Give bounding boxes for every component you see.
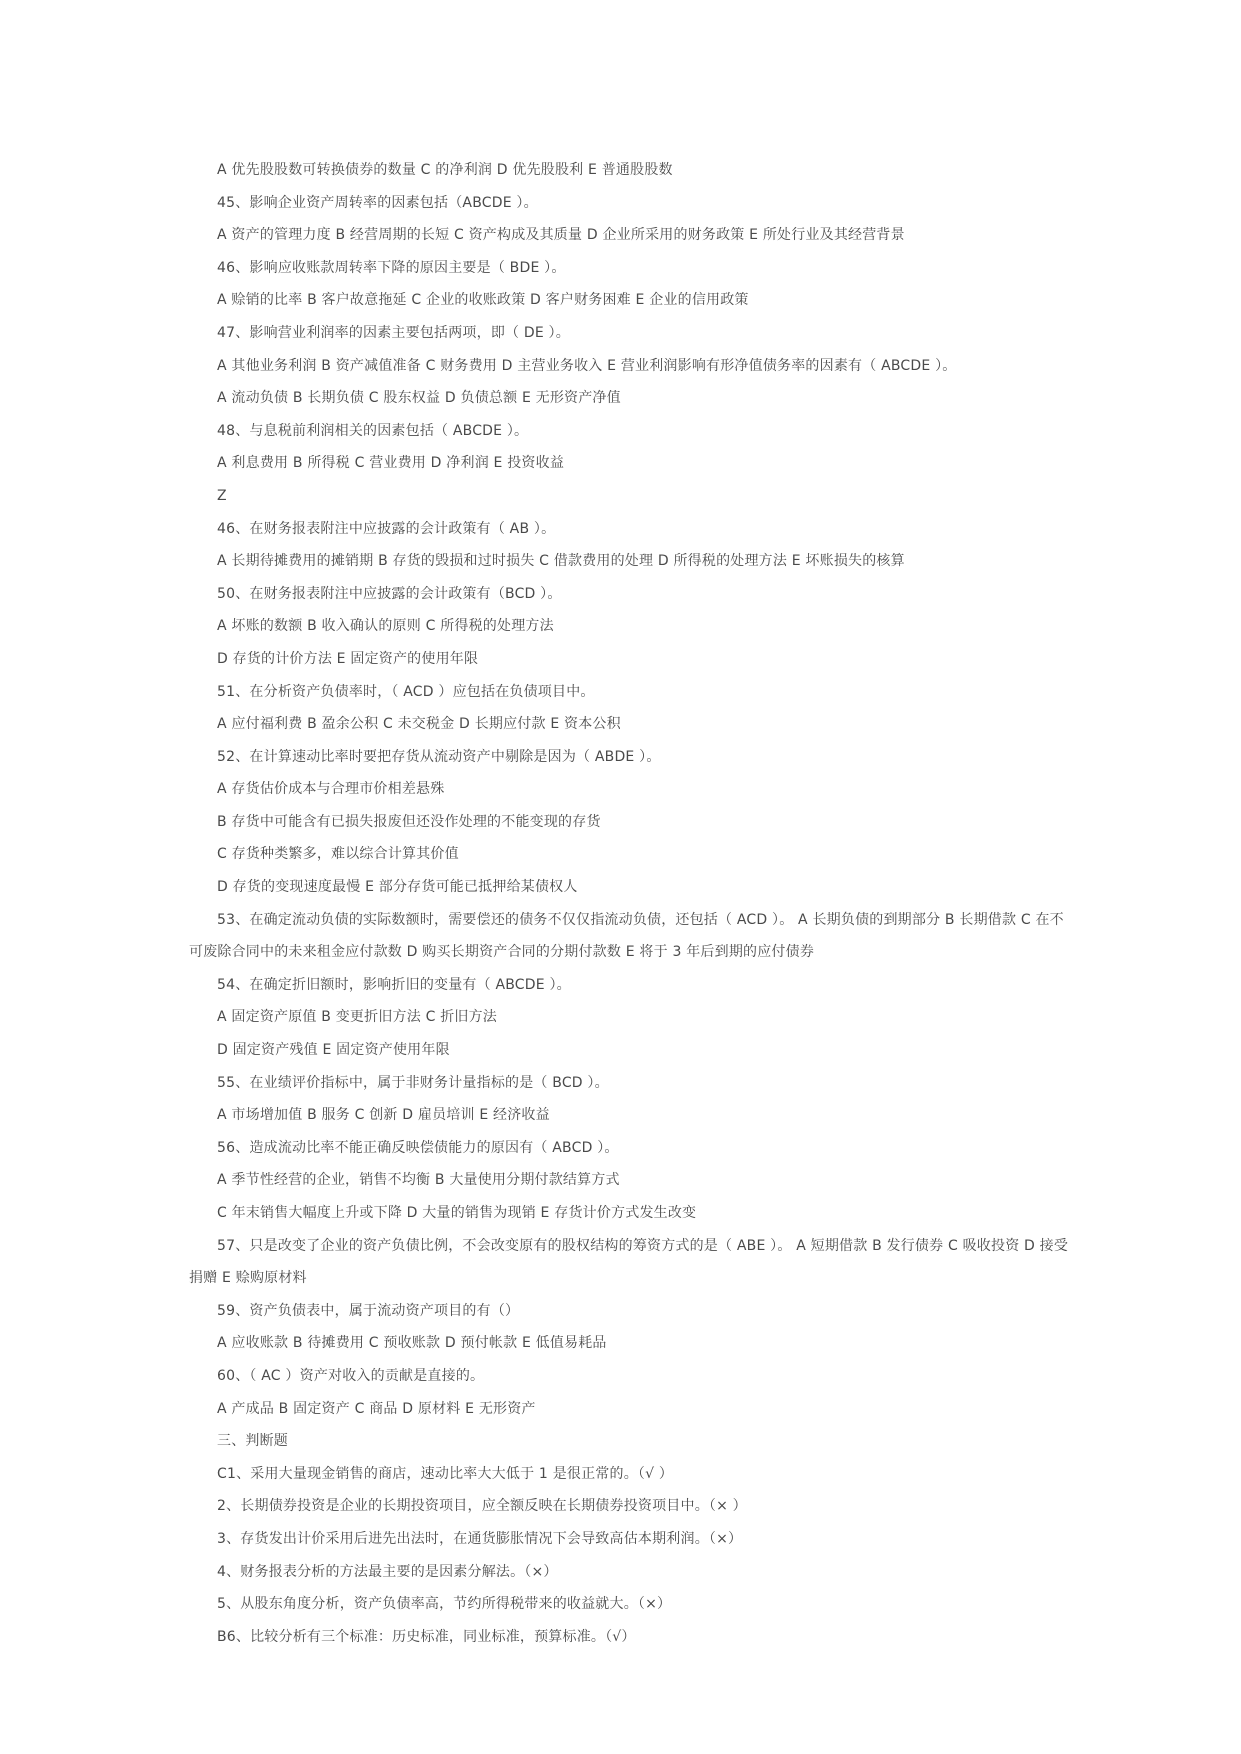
question-52: 52、在计算速动比率时要把存货从流动资产中剔除是因为（ ABDE ）。 <box>217 748 661 765</box>
judgment-2: 2、长期债券投资是企业的长期投资项目，应全额反映在长期债券投资项目中。（× ） <box>217 1498 747 1515</box>
options-46: A 赊销的比率 B 客户故意拖延 C 企业的收账政策 D 客户财务困难 E 企业的信用政策 <box>217 292 749 309</box>
options-46b: A 长期待摊费用的摊销期 B 存货的毁损和过时损失 C 借款费用的处理 D 所得税的处理方法 E 坏账损失的核算 <box>217 553 905 570</box>
judgment-5: 5、从股东角度分析，资产负债率高，节约所得税带来的收益就大。（×） <box>217 1596 672 1613</box>
options-54a: A 固定资产原值 B 变更折旧方法 C 折旧方法 <box>217 1009 498 1026</box>
question-45: 45、影响企业资产周转率的因素包括（ABCDE ）。 <box>217 194 538 211</box>
question-51: 51、在分析资产负债率时，（ ACD ）应包括在负债项目中。 <box>217 683 595 700</box>
question-46b: 46、在财务报表附注中应披露的会计政策有（ AB ）。 <box>217 520 556 537</box>
text-line: A 优先股股数可转换债券的数量 C 的净利润 D 优先股股利 E 普通股股数 <box>217 162 673 178</box>
question-59: 59、资产负债表中，属于流动资产项目的有（） <box>217 1302 520 1319</box>
question-57: 57、只是改变了企业的资产负债比例，不会改变原有的股权结构的筹资方式的是（ ABE ）。 A 短期借款 B 发行债券 C 吸收投资 D 接受捐赠 E 赊购原材料 <box>189 1237 1069 1287</box>
options-55: A 市场增加值 B 服务 C 创新 D 雇员培训 E 经济收益 <box>217 1107 550 1124</box>
options-51: A 应付福利费 B 盈余公积 C 未交税金 D 长期应付款 E 资本公积 <box>217 716 621 733</box>
options-52d: D 存货的变现速度最慢 E 部分存货可能已抵押给某债权人 <box>217 879 578 896</box>
judgment-6: B6、比较分析有三个标准：历史标准，同业标准，预算标准。（√） <box>217 1628 636 1645</box>
question-54: 54、在确定折旧额时，影响折旧的变量有（ ABCDE ）。 <box>217 976 571 993</box>
options-60: A 产成品 B 固定资产 C 商品 D 原材料 E 无形资产 <box>217 1400 536 1417</box>
judgment-3: 3、存货发出计价采用后进先出法时，在通货膨胀情况下会导致高估本期利润。（×） <box>217 1530 743 1547</box>
options-54b: D 固定资产残值 E 固定资产使用年限 <box>217 1042 450 1059</box>
options-52c: C 存货种类繁多，难以综合计算其价值 <box>217 846 459 863</box>
options-56a: A 季节性经营的企业，销售不均衡 B 大量使用分期付款结算方式 <box>217 1172 620 1189</box>
options-line: A 流动负债 B 长期负债 C 股东权益 D 负债总额 E 无形资产净值 <box>217 390 621 407</box>
section-letter: Z <box>217 487 227 504</box>
options-45: A 资产的管理力度 B 经营周期的长短 C 资产构成及其质量 D 企业所采用的财务政策 E 所处行业及其经营背景 <box>217 227 905 244</box>
question-56: 56、造成流动比率不能正确反映偿债能力的原因有（ ABCD ）。 <box>217 1139 619 1156</box>
question-60: 60、（ AC ）资产对收入的贡献是直接的。 <box>217 1367 485 1384</box>
question-47: 47、影响营业利润率的因素主要包括两项，即（ DE ）。 <box>217 324 570 341</box>
question-48: 48、与息税前利润相关的因素包括（ ABCDE ）。 <box>217 422 529 439</box>
question-46: 46、影响应收账款周转率下降的原因主要是（ BDE ）。 <box>217 259 566 276</box>
question-50: 50、在财务报表附注中应披露的会计政策有（BCD ）。 <box>217 585 562 602</box>
judgment-4: 4、财务报表分析的方法最主要的是因素分解法。（×） <box>217 1563 558 1580</box>
judgment-1: C1、采用大量现金销售的商店，速动比率大大低于 1 是很正常的。（√ ） <box>217 1465 674 1482</box>
options-48: A 利息费用 B 所得税 C 营业费用 D 净利润 E 投资收益 <box>217 455 565 472</box>
options-52b: B 存货中可能含有已损失报废但还没作处理的不能变现的存货 <box>217 813 601 830</box>
options-50a: A 坏账的数额 B 收入确认的原则 C 所得税的处理方法 <box>217 618 554 635</box>
question-53: 53、在确定流动负债的实际数额时，需要偿还的债务不仅仅指流动负债，还包括（ ACD ）。 A 长期负债的到期部分 B 长期借款 C 在不可废除合同中的未来租金应付款数 D 购买长期资产合同的分期付款数 E 将于 3 年后到期的应付债券 <box>189 911 1064 961</box>
section-heading: 三、判断题 <box>217 1433 288 1450</box>
options-47: A 其他业务利润 B 资产减值准备 C 财务费用 D 主营业务收入 E 营业利润影响有形净值债务率的因素有（ ABCDE ）。 <box>217 357 957 374</box>
options-50b: D 存货的计价方法 E 固定资产的使用年限 <box>217 650 479 667</box>
options-59: A 应收账款 B 待摊费用 C 预收账款 D 预付帐款 E 低值易耗品 <box>217 1335 607 1352</box>
options-52a: A 存货估价成本与合理市价相差悬殊 <box>217 781 445 798</box>
document-body <box>189 154 1069 1653</box>
question-55: 55、在业绩评价指标中，属于非财务计量指标的是（ BCD ）。 <box>217 1074 609 1091</box>
options-56b: C 年末销售大幅度上升或下降 D 大量的销售为现销 E 存货计价方式发生改变 <box>217 1205 697 1221</box>
